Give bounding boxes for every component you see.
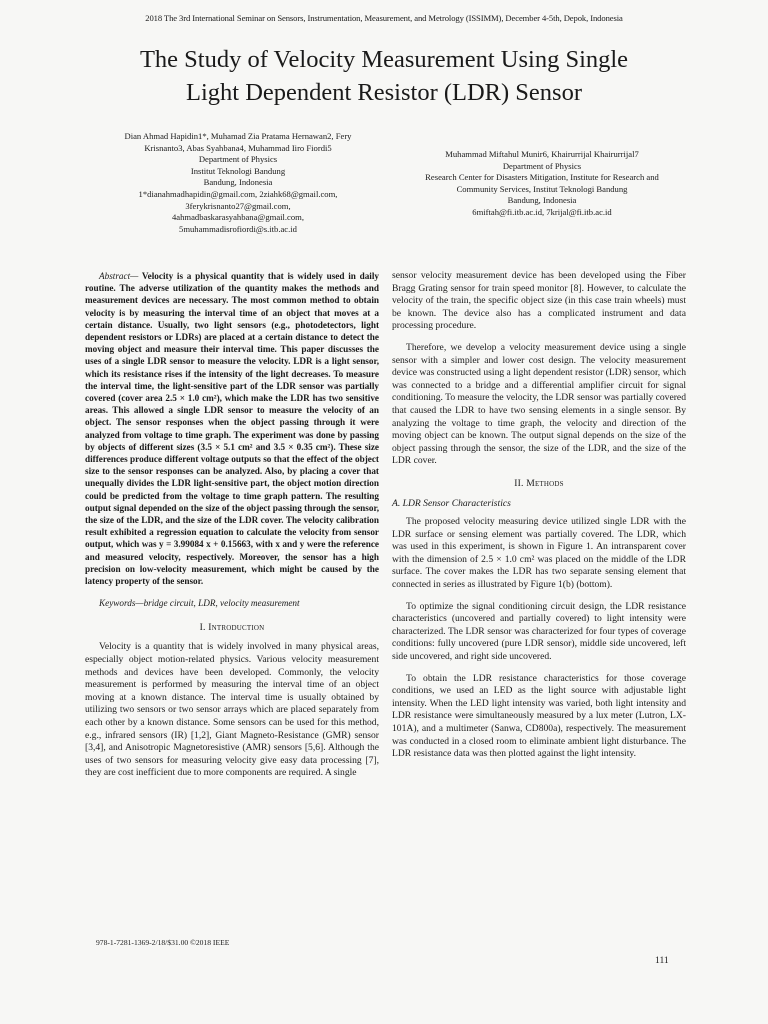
copyright-notice: 978-1-7281-1369-2/18/$31.00 ©2018 IEEE	[96, 938, 230, 947]
right-column	[392, 270, 686, 770]
author-email: 5muhammadisrofiordi@s.itb.ac.id	[179, 223, 297, 234]
methods-paragraph-2: To optimize the signal conditioning circuit design, the LDR resistance characteristics (uncovered and partially covered) to light intensity were characterized. The LDR sensor was characterized for four types of coverage conditions: fully uncovered (pure LDR sensor), middle side uncovered, left side uncovered, and right side uncovered.	[392, 600, 686, 663]
author-email: 1*dianahmadhapidin@gmail.com, 2ziahk68@gmail.com,	[138, 188, 338, 199]
author-affiliation: Community Services, Institut Teknologi Bandung	[456, 183, 628, 194]
intro-paragraph: Velocity is a quantity that is widely involved in many physical areas, especially object motion-related physics. Various velocity measurement methods and devices have been developed. Commonly, the velocity measurement is performed by measuring the interval time of an object moving at a known distance. The interval time is usually obtained by utilizing two sensors or two sensor arrays which are placed separately from each other by a known distance. Some sensors can be used for this method, e.g., infrared sensors (IR) [1,2], Giant Magneto-Resistance (GMR) sensor [3,4], and Anisotropic Magnetoresistive (AMR) sensors [5,6]. Although the uses of two sensors for measuring velocity give easy data processing [7], they are cost inefficient due to more components are required. A single	[85, 641, 379, 779]
methods-paragraph-1: The proposed velocity measuring device utilized single LDR with the LDR surface or sensing element was partially covered. The LDR, which was used in this experiment, is shown in Figure 1. An intransparent cover with the dimension of 2.5 × 1.0 cm² was placed on the middle of the LDR surface. The cover makes the LDR has two separate sensing element that connected in series as illustrated by Figure 1(b) (bottom).	[392, 516, 686, 591]
keywords: Keywords—bridge circuit, LDR, velocity measurement	[99, 598, 300, 609]
section-heading-methods: II. Methods	[514, 477, 564, 489]
abstract	[85, 270, 379, 587]
paper-title	[60, 43, 708, 109]
conference-header: 2018 The 3rd International Seminar on Sensors, Instrumentation, Measurement, and Metrology (ISSIMM), December 4-5th, Depok, Indonesia	[145, 13, 623, 23]
author-location: Bandung, Indonesia	[203, 177, 273, 188]
subsection-heading: A. LDR Sensor Characteristics	[392, 497, 511, 509]
author-affiliation: Department of Physics	[198, 154, 278, 165]
intro-paragraph-continued: sensor velocity measurement device has been developed using the Fiber Bragg Grating sensor for train speed monitor [8]. However, to calculate the velocity of the train, the specific object size (in this case train wheels) must be known. The device also has a complicated instrument and data processing procedure.	[392, 270, 686, 332]
title-line-2: Light Dependent Resistor (LDR) Sensor	[185, 79, 583, 106]
author-line: Muhammad Miftahul Munir6, Khairurrijal Khairurrijal7	[445, 149, 639, 159]
left-column	[85, 270, 379, 789]
author-location: Bandung, Indonesia	[507, 195, 577, 206]
author-affiliation: Research Center for Disasters Mitigation, Institute for Research and	[425, 172, 659, 183]
author-affiliation: Department of Physics	[502, 160, 582, 171]
author-email: 6miftah@fi.itb.ac.id, 7krijal@fi.itb.ac.id	[472, 206, 612, 217]
author-email: 3ferykrisnanto27@gmail.com,	[185, 200, 291, 211]
abstract-lead: Abstract—	[99, 271, 139, 281]
authors-right	[392, 149, 692, 219]
author-line: Krisnanto3, Abas Syahbana4, Muhammad Iiro Fiordi5	[144, 142, 332, 153]
section-heading-introduction: I. Introduction	[199, 621, 265, 633]
author-affiliation: Institut Teknologi Bandung	[190, 165, 286, 176]
title-line-1: The Study of Velocity Measurement Using Single	[139, 46, 629, 73]
page-number: 111	[655, 955, 669, 966]
methods-paragraph-3: To obtain the LDR resistance characteristics for those coverage conditions, we used an LED as the light source with adjustable light intensity. When the LED light intensity was varied, both light intensity and LDR resistance were simultaneously measured by a lux meter (Lutron, LX-101A), and a multimeter (Sanwa, CD800a), respectively. The measurement was conducted in a closed room to eliminate ambient light disturbance. The LDR resistance data was then plotted against the light intensity.	[392, 672, 686, 760]
author-email: 4ahmadbaskarasyahbana@gmail.com,	[172, 212, 304, 223]
author-line: Dian Ahmad Hapidin1*, Muhamad Zia Pratama Hernawan2, Fery	[124, 131, 352, 141]
abstract-text: Velocity is a physical quantity that is widely used in daily routine. The adverse utilization of the quantity makes the methods and measurement devices are necessary. The most common method to obtain velocity is by measuring the interval time of an object that moves at a certain distance. Usually, two light sensors (e.g., photodetectors, light dependent resistors or LDRs) are placed at a certain distance to detect the moving object and measure their interval time. This paper discusses the uses of a single LDR sensor to measure the velocity. LDR is a light sensor, which its resistance rises if the intensity of the light decreases. To measure the interval time, the light-sensitive part of the LDR sensor was partially covered (cover area 2.5 × 1.0 cm²), which make the LDR has two sensitive areas. This allowed a single LDR sensor to measure the velocity of an object. The sensor responses when the object passing through it were analyzed from voltage to time graph. The experiment was done by passing by objects of different sizes (3.5 × 5.1 cm² and 3.5 × 0.35 cm²). These size differences produce different voltage outputs so that the effect of the object size to the sensor responses can be analyzed. Also, by placing a cover that unequally divides the LDR light-sensitive part, the object motion direction could be predicted from the voltage to time graph pattern. The resulting output signal depended on the size of the object passing through the sensor, the size of the LDR, and the size of the LDR cover. The velocity calibration result exhibited a regression equation to calculate the velocity from sensor output, which was y = 3.99084 x + 0.15663, with x and y were the reference and measured velocity, respectively. Moreover, the sensor has a high precision on low-velocity measurement, which might be caused by the latency property of the sensor.	[85, 271, 379, 587]
intro-paragraph-2: Therefore, we develop a velocity measurement device using a single sensor with a simpler and lower cost design. The velocity measurement device was constructed using a light dependent resistor (LDR) sensor, which was connected to a bridge and a differential amplifier circuit for signal conditioning. To measure the velocity, the LDR sensor was partially covered that caused the LDR to have two sensing elements in a single sensor. By analyzing the voltage to time graph, the velocity and direction of the moving object can be known. The output signal depends on the size of the object passing through the sensor, the size of the LDR, and the size of the LDR cover.	[392, 341, 687, 467]
authors-left	[88, 131, 388, 235]
